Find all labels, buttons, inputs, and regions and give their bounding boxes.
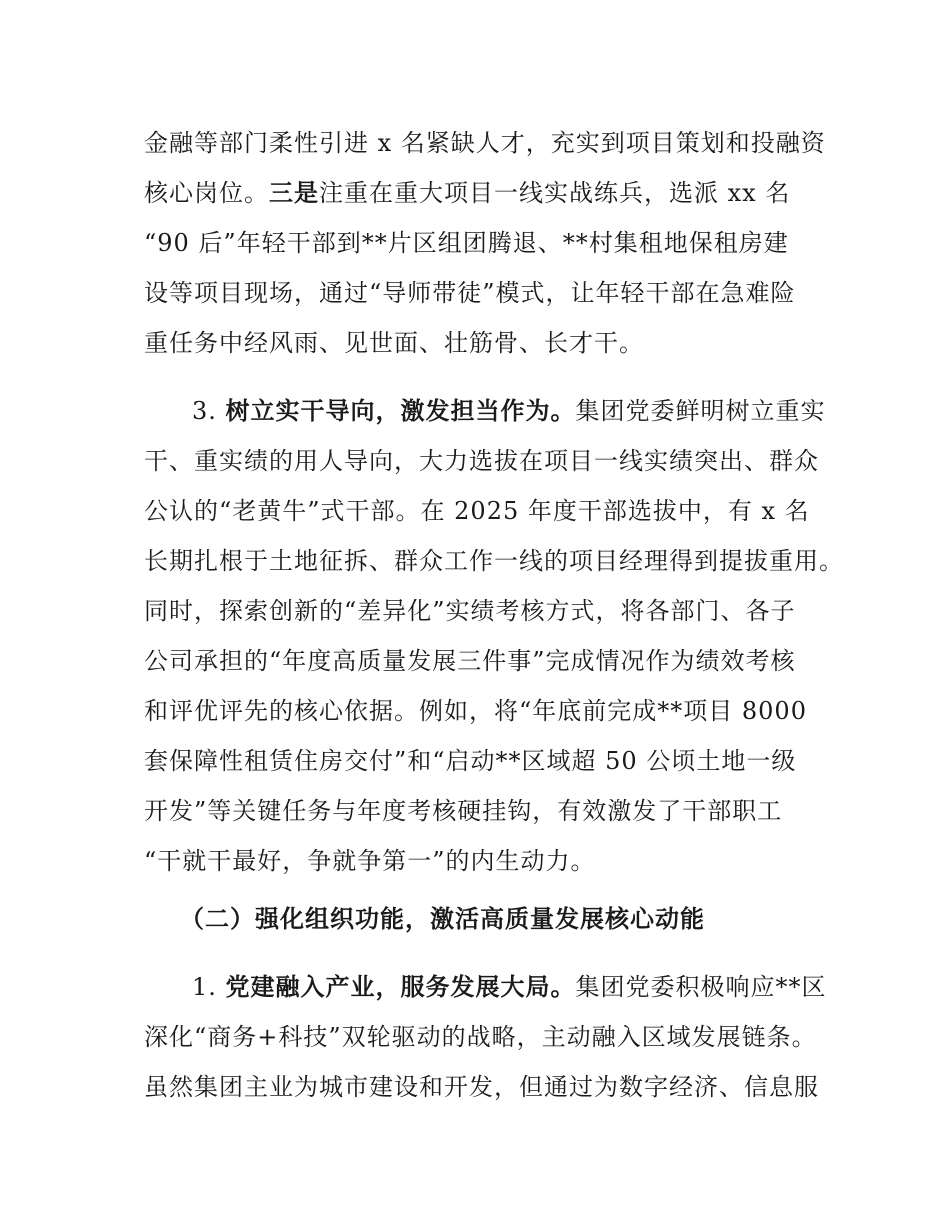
- text-run: 公司承担的“年度高质量发展三件事”完成情况作为绩效考核: [144, 647, 796, 675]
- paragraph-line: [144, 225, 789, 261]
- paragraph-line: [144, 593, 796, 629]
- paragraph-line: [144, 543, 844, 579]
- paragraph-line: [144, 493, 810, 529]
- paragraph-line: [144, 1069, 819, 1105]
- paragraph-line: [144, 793, 782, 829]
- section-heading: [180, 901, 705, 937]
- text-run: 注重在重大项目一线实战练兵，选派 xx 名: [319, 179, 791, 207]
- text-run: 公认的“老黄牛”式干部。在 2025 年度干部选拔中，有 x 名: [144, 497, 810, 525]
- text-run: 核心岗位。: [144, 179, 269, 207]
- text-run: 集团党委鲜明树立重实: [575, 397, 826, 425]
- text-run: 同时，探索创新的“差异化”实绩考核方式，将各部门、各子: [144, 597, 796, 625]
- paragraph-line: [144, 843, 596, 879]
- paragraph-line: [192, 393, 826, 429]
- paragraph-line: [144, 175, 790, 211]
- paragraph-line: [144, 1019, 817, 1055]
- text-run: 设等项目现场，通过“导师带徒”模式，让年轻干部在急难险: [144, 279, 796, 307]
- text-run: 金融等部门柔性引进 x 名紧缺人才，充实到项目策划和投融资: [144, 129, 826, 157]
- paragraph-line: [144, 443, 819, 479]
- text-run: 重任务中经风雨、见世面、壮筋骨、长才干。: [144, 329, 644, 357]
- paragraph-line: [144, 325, 644, 361]
- item-number: 1.: [192, 973, 226, 1001]
- paragraph-line: [144, 693, 807, 729]
- text-run: 和评优评先的核心依据。例如，将“年底前完成**项目 8000: [144, 697, 807, 725]
- text-run: 长期扎根于土地征拆、群众工作一线的项目经理得到提拔重用。: [144, 547, 844, 575]
- paragraph-line: [144, 743, 796, 779]
- paragraph-line: [192, 969, 827, 1005]
- text-run: 深化“商务+科技”双轮驱动的战略，主动融入区域发展链条。: [144, 1023, 817, 1051]
- paragraph-line: [144, 125, 826, 161]
- paragraph-line: [144, 275, 796, 311]
- text-run: 集团党委积极响应**区: [575, 973, 827, 1001]
- text-run: “90 后”年轻干部到**片区组团腾退、**村集租地保租房建: [144, 229, 789, 257]
- bold-item-title: 树立实干导向，激发担当作为。: [225, 397, 576, 425]
- text-run: 虽然集团主业为城市建设和开发，但通过为数字经济、信息服: [144, 1073, 819, 1101]
- text-run: “干就干最好，争就争第一”的内生动力。: [144, 847, 596, 875]
- bold-item-title: 党建融入产业，服务发展大局。: [225, 973, 576, 1001]
- paragraph-line: [144, 643, 796, 679]
- bold-lead-run: 三是: [269, 179, 319, 207]
- text-run: 干、重实绩的用人导向，大力选拔在项目一线实绩突出、群众: [144, 447, 819, 475]
- item-number: 3.: [192, 397, 226, 425]
- text-run: 开发”等关键任务与年度考核硬挂钩，有效激发了干部职工: [144, 797, 783, 825]
- section-heading-text: （二）强化组织功能，激活高质量发展核心动能: [180, 905, 705, 933]
- text-run: 套保障性租赁住房交付”和“启动**区域超 50 公顷土地一级: [144, 747, 797, 775]
